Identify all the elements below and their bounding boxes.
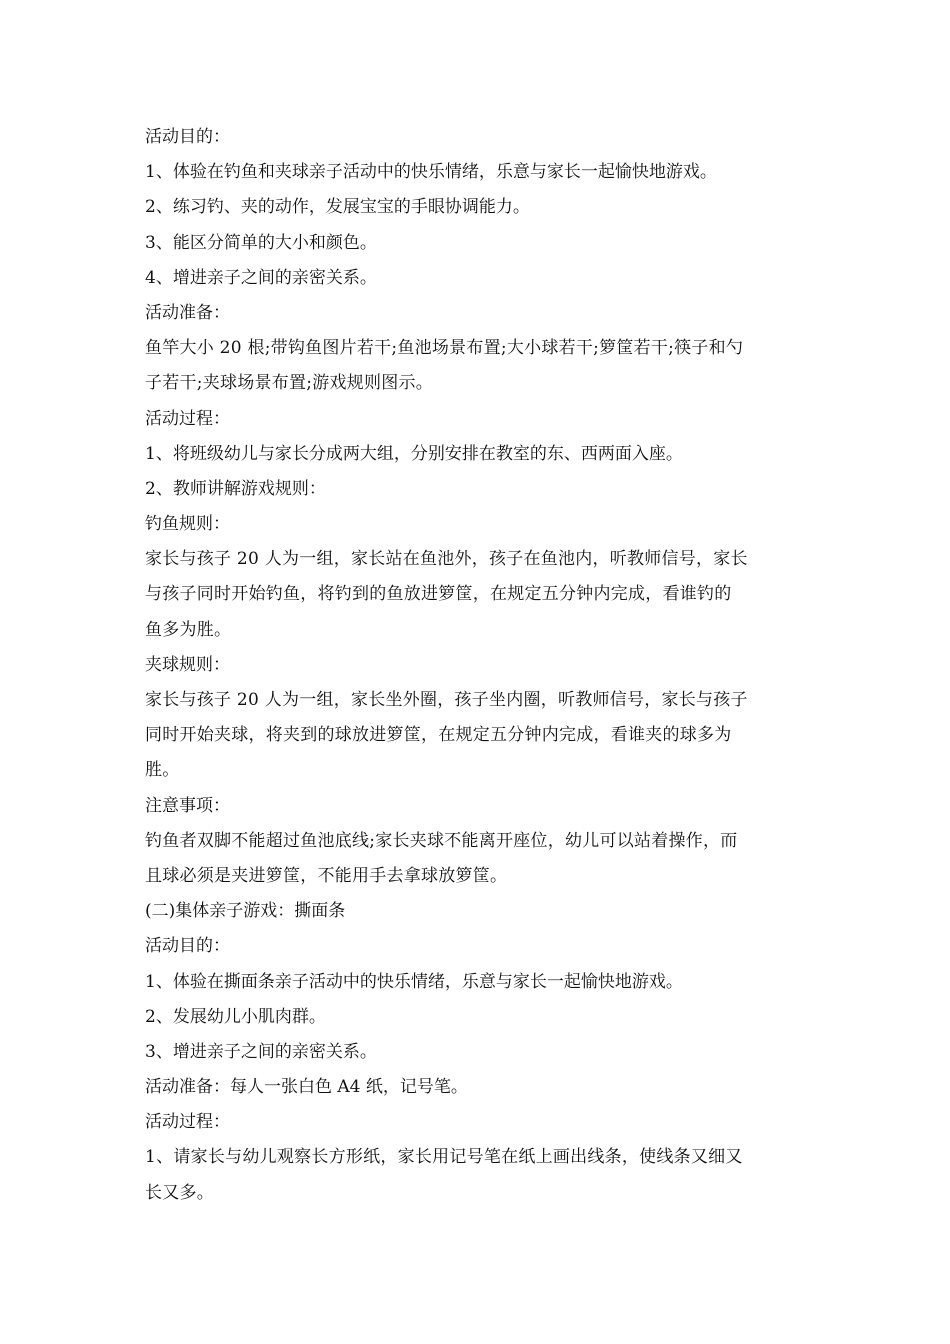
process2-paragraph bbox=[145, 1140, 810, 1210]
prep-line: 子若干;夹球场景布置;游戏规则图示。 bbox=[145, 373, 433, 394]
ball-rules-line: 胜。 bbox=[145, 760, 180, 781]
goal-item-1: 1、体验在钓鱼和夹球亲子活动中的快乐情绪，乐意与家长一起愉快地游戏。 bbox=[145, 162, 717, 183]
process2-line: 长又多。 bbox=[145, 1182, 214, 1203]
fishing-rules-line: 家长与孩子 20 人为一组，家长站在鱼池外，孩子在鱼池内，听教师信号，家长 bbox=[145, 549, 748, 570]
heading-activity-process: 活动过程： bbox=[145, 408, 230, 429]
goal-item-2: 2、练习钓、夹的动作，发展宝宝的手眼协调能力。 bbox=[145, 197, 530, 218]
heading-ball-rules: 夹球规则： bbox=[145, 654, 230, 675]
document-body bbox=[145, 120, 810, 1211]
ball-rules-line: 同时开始夹球，将夹到的球放进箩筐，在规定五分钟内完成，看谁夹的球多为 bbox=[145, 725, 732, 746]
section-title-group-game: (二)集体亲子游戏：撕面条 bbox=[145, 901, 346, 922]
heading-activity-goal: 活动目的： bbox=[145, 127, 230, 147]
fishing-rules-paragraph bbox=[145, 542, 810, 648]
ball-rules-line: 家长与孩子 20 人为一组，家长坐外圈，孩子坐内圈，听教师信号，家长与孩子 bbox=[145, 690, 748, 710]
goal2-item-1: 1、体验在撕面条亲子活动中的快乐情绪，乐意与家长一起愉快地游戏。 bbox=[145, 971, 683, 992]
goal2-item-3: 3、增进亲子之间的亲密关系。 bbox=[145, 1041, 377, 1062]
ball-rules-paragraph bbox=[145, 683, 810, 789]
prep-paragraph bbox=[145, 331, 810, 401]
prep2-line: 活动准备：每人一张白色 A4 纸，记号笔。 bbox=[145, 1077, 468, 1098]
goal-item-4: 4、增进亲子之间的亲密关系。 bbox=[145, 267, 377, 288]
fishing-rules-line: 鱼多为胜。 bbox=[145, 619, 232, 640]
fishing-rules-line: 与孩子同时开始钓鱼，将钓到的鱼放进箩筐，在规定五分钟内完成，看谁钓的 bbox=[145, 584, 732, 605]
notes-paragraph bbox=[145, 824, 810, 894]
notes-line: 且球必须是夹进箩筐，不能用手去拿球放箩筐。 bbox=[145, 865, 508, 886]
notes-line: 钓鱼者双脚不能超过鱼池底线;家长夹球不能离开座位，幼儿可以站着操作，而 bbox=[145, 830, 738, 851]
process2-line: 1、请家长与幼儿观察长方形纸，家长用记号笔在纸上画出线条，使线条又细又 bbox=[145, 1147, 743, 1168]
heading-notes: 注意事项： bbox=[145, 795, 230, 816]
process-item-1: 1、将班级幼儿与家长分成两大组，分别安排在教室的东、西两面入座。 bbox=[145, 443, 683, 464]
heading-fishing-rules: 钓鱼规则： bbox=[145, 514, 230, 535]
goal2-item-2: 2、发展幼儿小肌肉群。 bbox=[145, 1006, 326, 1027]
heading-activity-prep: 活动准备： bbox=[145, 302, 230, 323]
heading-activity-goal-2: 活动目的： bbox=[145, 936, 230, 957]
process-item-2: 2、教师讲解游戏规则： bbox=[145, 478, 326, 499]
heading-activity-process-2: 活动过程： bbox=[145, 1112, 230, 1133]
goal-item-3: 3、能区分简单的大小和颜色。 bbox=[145, 232, 377, 253]
prep-line: 鱼竿大小 20 根;带钩鱼图片若干;鱼池场景布置;大小球若干;箩筐若干;筷子和勺 bbox=[145, 338, 744, 359]
